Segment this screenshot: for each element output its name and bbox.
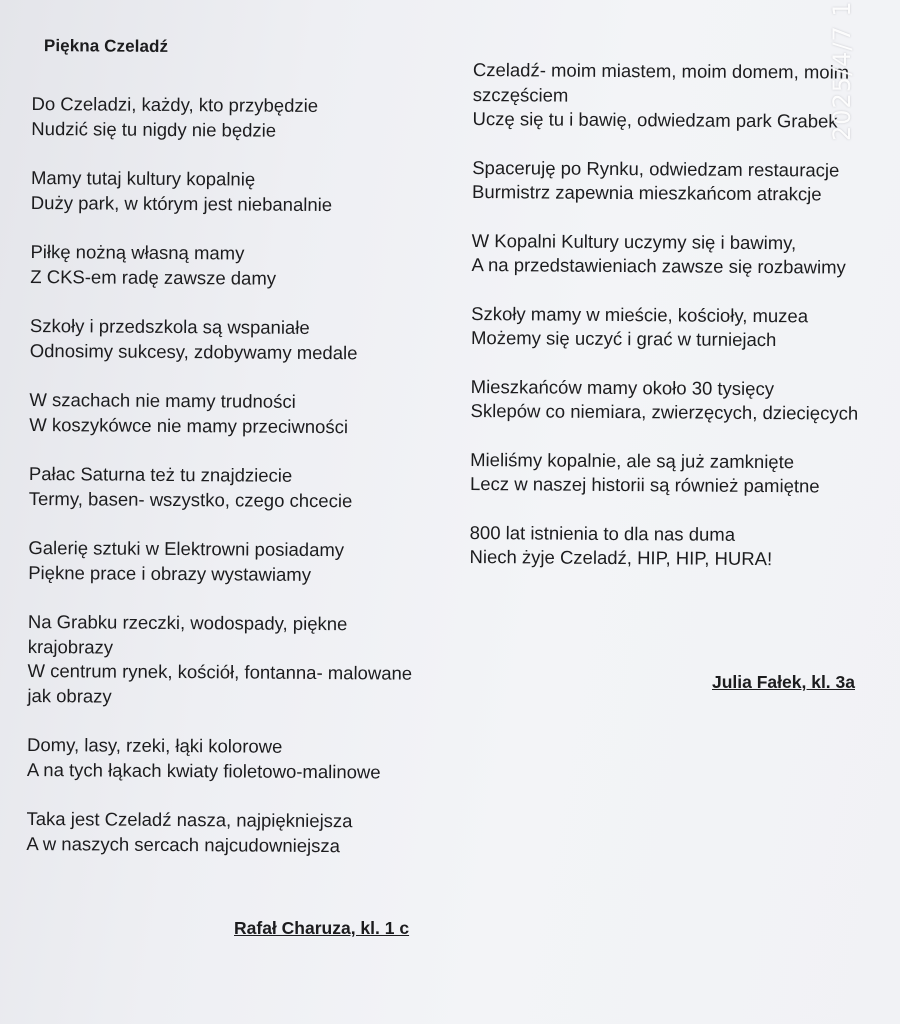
poem-line: Z CKS-em radę zawsze damy — [30, 265, 277, 289]
right-column — [469, 58, 873, 596]
stanza — [31, 92, 451, 144]
poem-line: Mamy tutaj kultury kopalnię — [30, 166, 256, 190]
author-signature-left: Rafał Charuza, kl. 1 c — [234, 918, 410, 938]
poem-line: Pałac Saturna też tu znajdziecie — [28, 462, 293, 486]
poem-line: Mieliśmy kopalnie, ale są już zamknięte — [470, 448, 795, 472]
stanza — [470, 374, 870, 426]
stanza — [472, 155, 872, 207]
poem-line: Termy, basen- wszystko, czego chcecie — [28, 487, 353, 511]
stanza — [31, 166, 451, 218]
poem-line: Szkoły i przedszkola są wspaniałe — [29, 314, 310, 338]
poem-line: Czeladź- moim miastem, moim domem, moim — [472, 58, 850, 83]
stanza — [472, 58, 873, 134]
poem-line: Piłkę nożną własną mamy — [30, 240, 245, 264]
stanza — [29, 462, 449, 514]
poem-line: A na przedstawieniach zawsze się rozbawimy — [471, 253, 846, 278]
poem-line: Nudzić się tu nigdy nie będzie — [31, 117, 277, 141]
stanza — [27, 610, 448, 711]
poem-line: A w naszych sercach najcudowniejsza — [26, 832, 341, 856]
stanza — [470, 447, 870, 499]
poem-line: W Kopalni Kultury uczymy się i bawimy, — [471, 229, 797, 253]
stanza — [29, 388, 449, 440]
poem-line: Uczę się tu i bawię, odwiedzam park Grabek — [472, 107, 838, 132]
poem-line: Możemy się uczyć i grać w turniejach — [470, 326, 777, 351]
stanza — [26, 807, 446, 859]
stanza — [471, 301, 871, 353]
poem-title: Piękna Czeladź — [43, 36, 169, 56]
poem-line: krajobrazy — [27, 635, 114, 658]
poem-line: Niech żyje Czeladź, HIP, HIP, HURA! — [469, 545, 773, 570]
left-stanzas — [26, 92, 451, 859]
poem-line: W centrum rynek, kościół, fontanna- malowane — [27, 659, 413, 684]
stanza — [471, 228, 871, 280]
stanza — [27, 733, 447, 785]
poem-line: Domy, lasy, rzeki, łąki kolorowe — [26, 733, 283, 757]
poem-line: Taka jest Czeladź nasza, najpiękniejsza — [26, 807, 353, 832]
poem-line: W szachach nie mamy trudności — [29, 388, 296, 412]
poem-line: Spaceruję po Rynku, odwiedzam restauracje — [472, 156, 840, 181]
poem-line: Mieszkańców mamy około 30 tysięcy — [470, 375, 775, 399]
right-stanzas — [469, 58, 873, 572]
poem-line: Lecz w naszej historii są również pamiętne — [469, 472, 820, 497]
poem-line: Szkoły mamy w mieście, kościoły, muzea — [471, 302, 809, 326]
poem-line: W koszykówce nie mamy przeciwności — [29, 413, 349, 437]
poem-line: szczęściem — [472, 83, 569, 106]
poem-line: Piękne prace i obrazy wystawiamy — [28, 561, 312, 585]
poem-line: jak obrazy — [27, 684, 112, 707]
poem-line: 800 lat istnienia to dla nas duma — [469, 521, 736, 545]
poem-line: Duży park, w którym jest niebanalnie — [30, 191, 333, 215]
photo-date-stamp: 2025/4/7 1 — [828, 0, 856, 141]
poem-line: Sklepów co niemiara, zwierzęcych, dziecięcych — [470, 399, 859, 424]
author-signature-right: Julia Fałek, kl. 3a — [712, 672, 855, 692]
poem-line: A na tych łąkach kwiaty fioletowo-malinowe — [26, 758, 381, 782]
poem-line: Burmistrz zapewnia mieszkańcom atrakcje — [471, 180, 822, 205]
stanza — [30, 314, 450, 366]
poem-line: Na Grabku rzeczki, wodospady, piękne — [27, 610, 348, 635]
stanza — [28, 536, 448, 588]
poem-line: Galerię sztuki w Elektrowni posiadamy — [28, 536, 345, 561]
poem-line: Odnosimy sukcesy, zdobywamy medale — [29, 339, 358, 363]
stanza — [30, 240, 450, 292]
stanza — [469, 520, 869, 572]
poem-line: Do Czeladzi, każdy, kto przybędzie — [31, 92, 319, 116]
left-column — [26, 36, 452, 884]
